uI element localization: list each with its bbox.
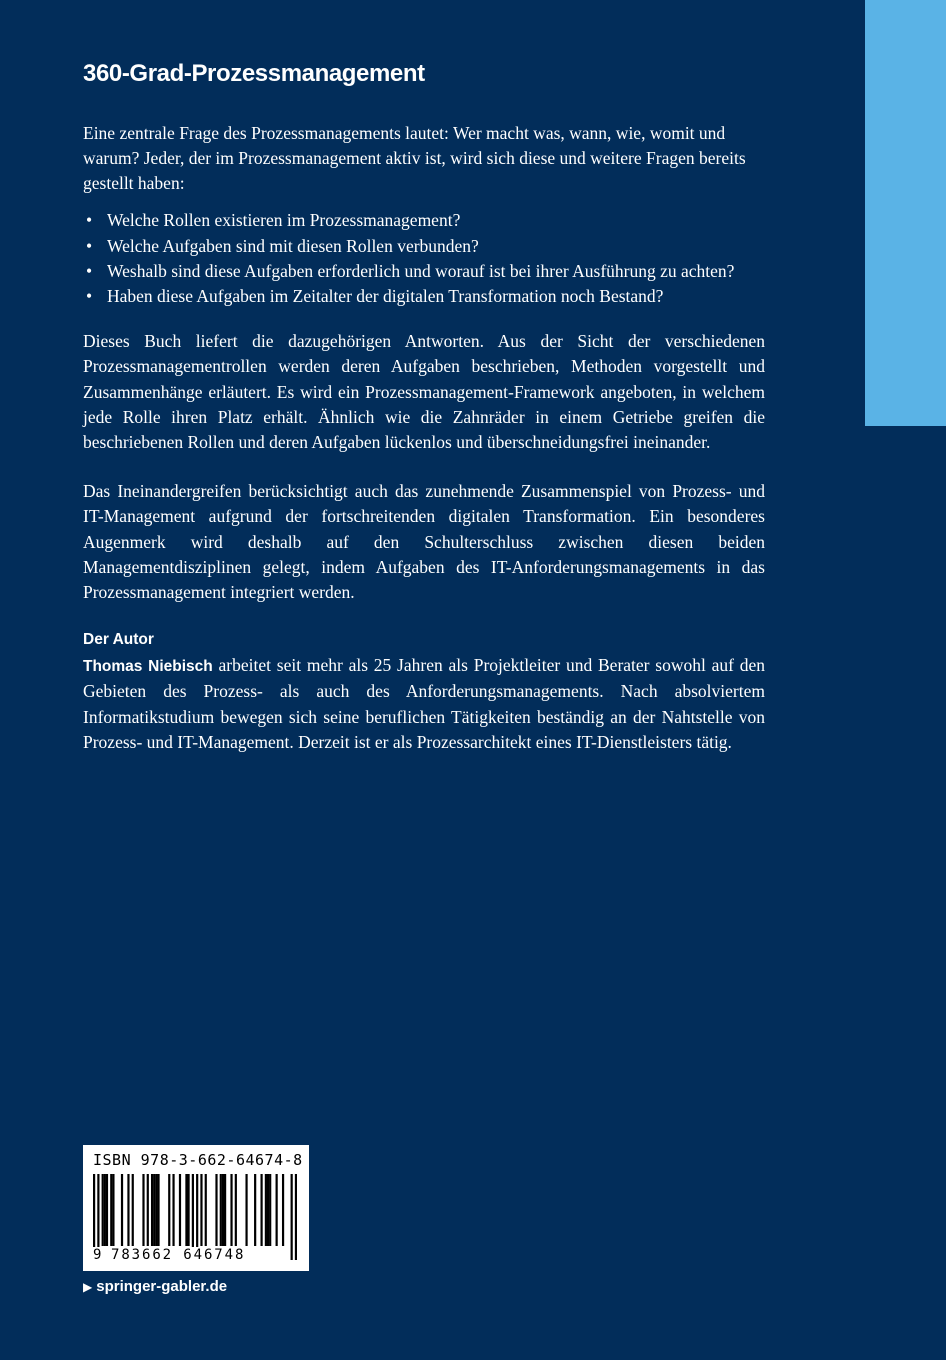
list-item: • Haben diese Aufgaben im Zeitalter der digitalen Transformation noch Bestand? bbox=[83, 284, 765, 309]
author-bio bbox=[83, 653, 765, 755]
barcode-bar bbox=[200, 1174, 202, 1246]
barcode-bar bbox=[168, 1174, 170, 1246]
ean-digits: 783662 646748 bbox=[111, 1247, 246, 1263]
back-cover-text bbox=[83, 60, 765, 755]
isbn-barcode bbox=[83, 1145, 309, 1271]
barcode-bar bbox=[132, 1174, 134, 1246]
barcode-bar bbox=[155, 1174, 157, 1246]
arrow-icon: ▶ bbox=[83, 1280, 93, 1294]
barcode-bar bbox=[282, 1174, 284, 1246]
list-item: • Weshalb sind diese Aufgaben erforderlich und worauf ist bei ihrer Ausführung zu achten? bbox=[83, 259, 765, 284]
barcode-bar bbox=[254, 1174, 256, 1246]
barcode-bar bbox=[151, 1174, 153, 1246]
barcode-bar bbox=[224, 1174, 226, 1246]
barcode-bar bbox=[153, 1174, 155, 1246]
barcode-bar bbox=[222, 1174, 224, 1246]
publisher-url: springer-gabler.de bbox=[96, 1278, 228, 1295]
barcode-bar bbox=[187, 1174, 189, 1246]
barcode-bar bbox=[295, 1174, 297, 1260]
accent-bar bbox=[865, 0, 946, 426]
barcode-bar bbox=[205, 1174, 207, 1246]
author-bio-text: arbeitet seit mehr als 25 Jahren als Projektleiter und Berater sowohl auf den Gebieten des Prozess- als auch des Anforderungsmanagements. Nach absolviertem Informatikstudium bewegen sich seine beruflichen Tätigkeiten beständig an der Nahtstelle von Prozess- und IT-Management. Derzeit ist er als Prozessarchitekt eines IT-Dienstleisters tätig. bbox=[83, 655, 765, 752]
barcode-bar bbox=[230, 1174, 232, 1246]
barcode-bar bbox=[106, 1174, 108, 1246]
barcode-bar bbox=[267, 1174, 269, 1246]
integration-paragraph: Das Ineinandergreifen berücksichtigt auch das zunehmende Zusammenspiel von Prozess- und IT-Management aufgrund der fortschreitenden digitalen Transformation. Ein besonderes Augenmerk wird deshalb auf den Schulterschluss zwischen diesen beiden Managementdisziplinen gelegt, indem Aufgaben des IT-Anforderungsmanagements in das Prozessmanagement integriert werden. bbox=[83, 481, 765, 603]
barcode-bar bbox=[112, 1174, 114, 1246]
barcode-bar bbox=[291, 1174, 293, 1260]
barcode-bar bbox=[276, 1174, 278, 1246]
barcode-bar bbox=[142, 1174, 144, 1246]
ean-first-digit: 9 bbox=[93, 1247, 102, 1263]
barcode-bar bbox=[265, 1174, 267, 1246]
question-list bbox=[83, 208, 765, 309]
barcode-bar bbox=[102, 1174, 104, 1246]
barcode-bar bbox=[245, 1174, 247, 1246]
barcode-bar bbox=[110, 1174, 112, 1246]
book-title: 360-Grad-Prozessmanagement bbox=[83, 60, 425, 87]
isbn-label: ISBN 978-3-662-64674-8 bbox=[93, 1151, 303, 1169]
author-heading: Der Autor bbox=[83, 631, 154, 649]
barcode-bar bbox=[215, 1174, 217, 1246]
barcode-bar bbox=[157, 1174, 159, 1246]
barcode-bar bbox=[127, 1174, 129, 1246]
barcode-bar bbox=[121, 1174, 123, 1246]
barcode-bar bbox=[185, 1174, 187, 1246]
answers-paragraph: Dieses Buch liefert die dazugehörigen Antworten. Aus der Sicht der verschiedenen Prozessmanagementrollen werden deren Aufgaben beschrieben, Methoden vorgestellt und Zusammenhänge erläutert. Es wird ein Prozessmanagement-Framework angeboten, in welchem jede Rolle ihren Platz erhält. Ähnlich wie die Zahnräder in einem Getriebe greifen die beschriebenen Rollen und deren Aufgaben lückenlos und überschneidungsfrei ineinander. bbox=[83, 331, 765, 453]
barcode-bar bbox=[179, 1174, 181, 1246]
barcode-bar bbox=[235, 1174, 237, 1246]
publisher-link[interactable] bbox=[83, 1278, 227, 1295]
barcode-bar bbox=[147, 1174, 149, 1246]
barcode-bar bbox=[104, 1174, 106, 1246]
list-item: • Welche Rollen existieren im Prozessmanagement? bbox=[83, 208, 765, 233]
intro-paragraph: Eine zentrale Frage des Prozessmanagements lautet: Wer macht was, wann, wie, womit und warum? Jeder, der im Prozessmanagement aktiv ist, wird sich diese und weitere Fragen bereits gestellt haben: bbox=[83, 122, 746, 194]
barcode-bar bbox=[260, 1174, 262, 1246]
list-item: • Welche Aufgaben sind mit diesen Rollen verbunden? bbox=[83, 234, 765, 259]
author-name: Thomas Niebisch bbox=[83, 658, 213, 676]
barcode-bar bbox=[269, 1174, 271, 1246]
barcode-bar bbox=[220, 1174, 222, 1246]
barcode-bar bbox=[172, 1174, 174, 1246]
